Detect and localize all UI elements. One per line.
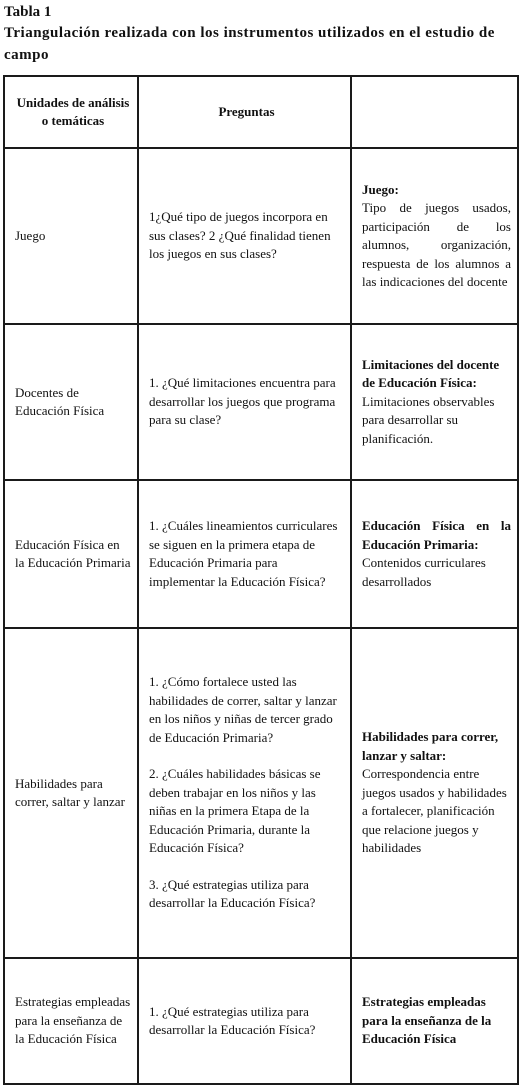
- unit-cell: Habilidades para correr, saltar y lanzar: [4, 628, 138, 958]
- table-row: [4, 148, 518, 324]
- questions-cell: [138, 628, 351, 958]
- question-text: 1. ¿Cuáles lineamientos curriculares se siguen en la primera etapa de Educación Primaria para implementar la Educación Física?: [149, 518, 338, 589]
- table-title: Triangulación realizada con los instrumentos utilizados en el estudio de campo: [4, 25, 495, 63]
- table-label: Tabla 1: [4, 4, 52, 20]
- category-description: Tipo de juegos usados, participación de los alumnos, organización, respuesta de los alumnos a las indicaciones del docente: [362, 200, 511, 289]
- question-text: 1¿Qué tipo de juegos incorpora en sus clases? 2 ¿Qué finalidad tienen los juegos en sus clases?: [149, 209, 331, 262]
- header-row: [4, 76, 518, 148]
- table-row: [4, 480, 518, 628]
- header-categories: [351, 76, 518, 148]
- question-text: 1. ¿Qué estrategias utiliza para desarrollar la Educación Física?: [149, 1003, 316, 1037]
- unit-cell: Educación Física en la Educación Primaria: [4, 480, 138, 628]
- category-description: Contenidos curriculares desarrollados: [362, 555, 486, 589]
- category-cell: [351, 628, 518, 958]
- category-heading: Habilidades para correr, lanzar y saltar:: [362, 729, 499, 763]
- questions-cell: [138, 324, 351, 480]
- header-units: Unidades de análisis o temáticas: [4, 76, 138, 148]
- unit-cell: Estrategias empleadas para la enseñanza de la Educación Física: [4, 958, 138, 1084]
- question-text: 3. ¿Qué estrategias utiliza para desarrollar la Educación Física?: [149, 876, 316, 911]
- header-questions: Preguntas: [138, 76, 351, 148]
- question-text: 1. ¿Cómo fortalece usted las habilidades de correr, saltar y lanzar en los niños y niñas de tercer grado de Educación Primaria?: [149, 674, 337, 745]
- category-cell: [351, 324, 518, 480]
- questions-cell: [138, 480, 351, 628]
- category-heading: Juego:: [362, 181, 399, 197]
- table-caption: [4, 2, 519, 66]
- question-text: 1. ¿Qué limitaciones encuentra para desarrollar los juegos que programa para su clase?: [149, 375, 336, 428]
- category-heading: Educación Física en la Educación Primaria:: [362, 518, 511, 552]
- questions-cell: [138, 148, 351, 324]
- questions-cell: [138, 958, 351, 1084]
- unit-cell: Docentes de Educación Física: [4, 324, 138, 480]
- table-row: [4, 958, 518, 1084]
- category-cell: [351, 958, 518, 1084]
- category-heading: Limitaciones del docente de Educación Física:: [362, 356, 500, 391]
- unit-cell: Juego: [4, 148, 138, 324]
- question-text: 2. ¿Cuáles habilidades básicas se deben trabajar en los niños y las niñas en la primera Etapa de la Educación Primaria, durante la Educación Física?: [149, 766, 321, 856]
- category-heading: Estrategias empleadas para la enseñanza de la Educación Física: [362, 994, 492, 1047]
- category-cell: [351, 148, 518, 324]
- triangulation-table: [3, 75, 519, 1085]
- category-description: Correspondencia entre juegos usados y habilidades a fortalecer, planificación que relacione juegos y habilidades: [362, 766, 507, 856]
- table-row: [4, 628, 518, 958]
- table-row: [4, 324, 518, 480]
- category-description: Limitaciones observables para desarrollar su planificación.: [362, 393, 495, 446]
- category-cell: [351, 480, 518, 628]
